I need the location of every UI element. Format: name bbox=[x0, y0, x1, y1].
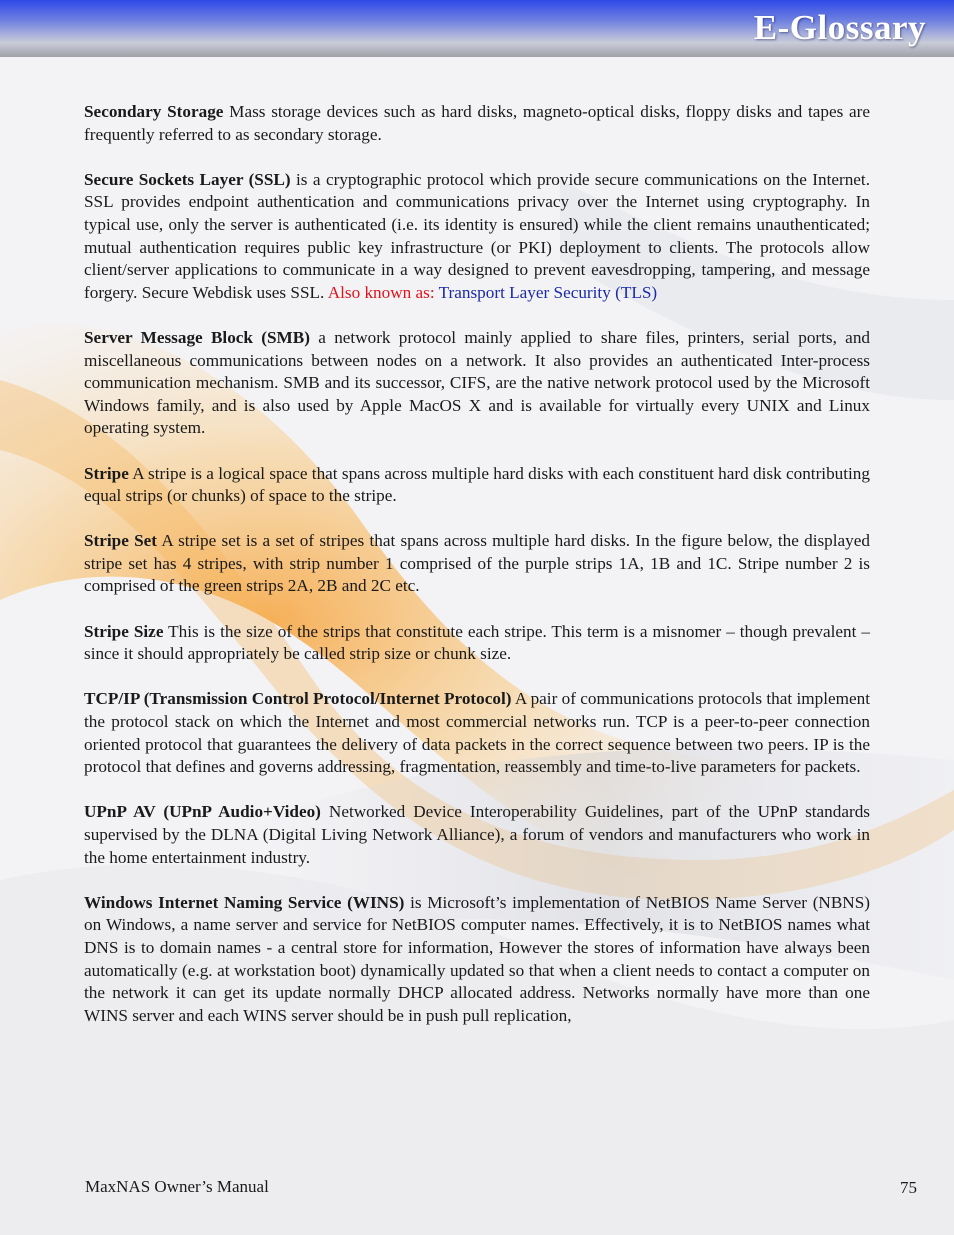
glossary-term: UPnP AV (UPnP Audio+Video) bbox=[84, 802, 321, 822]
page-number: 75 bbox=[900, 1178, 917, 1197]
glossary-content bbox=[84, 101, 870, 1050]
glossary-definition: is Microsoft’s implementation of NetBIOS Name Server (NBNS) on Windows, a name server and service for NetBIOS computer names. Effectively, it is to NetBIOS names what DNS is to domain names - a central store for information, However the stores of information have always been automatically (e.g. at workstation boot) dynamically updated so that when a client needs to contact a computer on the network it can get its update normally DHCP allocated address. Networks normally have more than one WINS server and each WINS server should be in push pull replication, bbox=[84, 892, 871, 1025]
glossary-term: Stripe Set bbox=[84, 531, 158, 551]
glossary-definition: A pair of communications protocols that implement the protocol stack on which the Internet and most commercial networks run. TCP is a peer-to-peer connection oriented protocol that guarantees the delivery of data packets in the correct sequence between two peers. IP is the protocol that defines and governs addressing, fragmentation, reassembly and time-to-live parameters for packets. bbox=[84, 689, 870, 777]
glossary-term: Stripe Size bbox=[84, 621, 164, 641]
glossary-entry bbox=[84, 688, 870, 778]
glossary-term: Secondary Storage bbox=[84, 102, 224, 121]
glossary-term: Windows Internet Naming Service (WINS) bbox=[84, 892, 405, 912]
glossary-entry bbox=[84, 892, 870, 1028]
page-title: E-Glossary bbox=[753, 8, 926, 47]
glossary-entry bbox=[84, 463, 870, 508]
glossary-definition: a network protocol mainly applied to share files, printers, serial ports, and miscellaneous communications between nodes on a network. It also provides an authenticated Inter-process communication mechanism. SMB and its successor, CIFS, are the native network protocol used by the Microsoft Windows family, and is also used by Apple MacOS X and is available for virtually every UNIX and Linux operating system. bbox=[84, 327, 871, 438]
glossary-entry bbox=[84, 621, 870, 666]
glossary-entry bbox=[84, 327, 870, 440]
glossary-definition: Networked Device Interoperability Guidelines, part of the UPnP standards supervised by the DLNA (Digital Living Network Alliance), a forum of vendors and manufacturers who work in the home entertainment industry. bbox=[84, 802, 870, 867]
glossary-entry bbox=[84, 101, 870, 146]
glossary-term: Server Message Block (SMB) bbox=[84, 327, 310, 347]
glossary-entry bbox=[84, 530, 870, 598]
footer-manual-title: MaxNAS Owner’s Manual bbox=[85, 1177, 269, 1196]
glossary-term: TCP/IP (Transmission Control Protocol/Internet Protocol) bbox=[84, 689, 512, 709]
glossary-entry bbox=[84, 801, 870, 869]
glossary-definition: A stripe set is a set of stripes that spans across multiple hard disks. In the figure below, the displayed stripe set has 4 stripes, with strip number 1 comprised of the purple strips 1A, 1B and 1C. Stripe number 2 is comprised of the green strips 2A, 2B and 2C etc. bbox=[84, 531, 870, 596]
glossary-entry bbox=[84, 169, 870, 305]
also-known-as-label: Also known as: bbox=[327, 282, 435, 302]
header-bar bbox=[0, 0, 954, 57]
glossary-term: Secure Sockets Layer (SSL) bbox=[84, 169, 291, 189]
glossary-definition: is a cryptographic protocol which provide secure communications on the Internet. SSL provides endpoint authentication and communications privacy over the Internet using cryptography. In typical use, only the server is authenticated (i.e. its identity is ensured) while the client remains unauthenticated; mutual authentication requires public key infrastructure (or PKI) deployment to clients. The protocols allow client/server applications to communicate in a way designed to prevent eavesdropping, tampering, and message forgery. Secure Webdisk uses SSL. bbox=[84, 169, 870, 302]
glossary-definition: A stripe is a logical space that spans across multiple hard disks with each constituent hard disk contributing equal strips (or chunks) of space to the stripe. bbox=[84, 463, 870, 506]
also-known-as-value: Transport Layer Security (TLS) bbox=[438, 282, 658, 302]
glossary-term: Stripe bbox=[84, 463, 129, 483]
glossary-definition: Mass storage devices such as hard disks, magneto-optical disks, floppy disks and tapes are frequently referred to as secondary storage. bbox=[84, 102, 870, 144]
glossary-definition: This is the size of the strips that constitute each stripe. This term is a misnomer – though prevalent – since it should appropriately be called strip size or chunk size. bbox=[84, 621, 870, 664]
